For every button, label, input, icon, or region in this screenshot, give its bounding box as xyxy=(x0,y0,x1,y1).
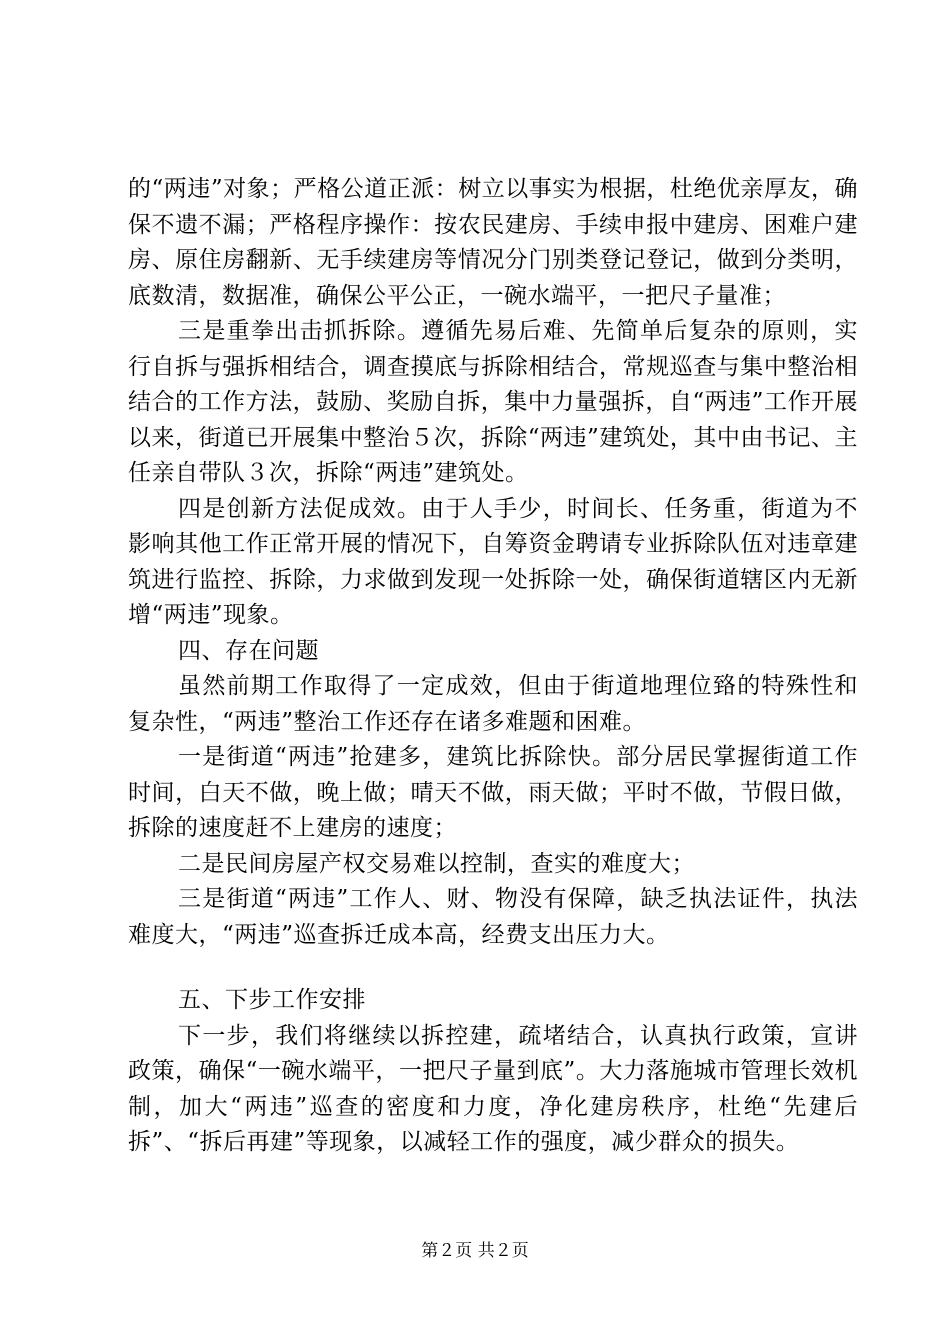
paragraph-problem-one: 一是街道“两违”抢建多，建筑比拆除快。部分居民掌握街道工作时间，白天不做，晚上做；晴天不做，雨天做；平时不做，节假日做，拆除的速度赶不上建房的速度； xyxy=(128,744,858,841)
document-body xyxy=(128,172,858,1161)
paragraph-next-steps: 下一步，我们将继续以拆控建，疏堵结合，认真执行政策，宣讲政策，确保“一碗水端平，一把尺子量到底”。大力落施城市管理长效机制，加大“两违”巡查的密度和力度，净化建房秩序，杜绝“先建后拆”、“拆后再建”等现象，以减轻工作的强度，减少群众的损失。 xyxy=(128,1022,858,1155)
page-number-footer: 第２页 共２页 xyxy=(421,1241,529,1261)
paragraph-continuation: 的“两违”对象；严格公道正派：树立以事实为根据，杜绝优亲厚友，确保不遗不漏；严格程序操作：按农民建房、手续申报中建房、困难户建房、原住房翻新、无手续建房等情况分门别类登记登记，做到分类明，底数清，数据准，确保公平公正，一碗水端平，一把尺子量准； xyxy=(128,176,858,309)
paragraph-problems-intro: 虽然前期工作取得了一定成效，但由于街道地理位臵的特殊性和复杂性，“两违”整治工作还存在诸多难题和困难。 xyxy=(128,673,858,735)
paragraph-problem-two: 二是民间房屋产权交易难以控制，查实的难度大； xyxy=(178,850,695,877)
paragraph-gap xyxy=(128,953,858,983)
paragraph-demolition: 三是重拳出击抓拆除。遵循先易后难、先简单后复杂的原则，实行自拆与强拆相结合，调查摸底与拆除相结合，常规巡查与集中整治相结合的工作方法，鼓励、奖励自拆，集中力量强拆，自“两违”工作开展以来，街道已开展集中整治５次，拆除“两违”建筑处，其中由书记、主任亲自带队３次，拆除“两违”建筑处。 xyxy=(128,318,858,486)
section-heading-next-steps: 五、下步工作安排 xyxy=(178,987,366,1013)
paragraph-problem-three: 三是街道“两违”工作人、财、物没有保障，缺乏执法证件，执法难度大，“两违”巡查拆迁成本高，经费支出压力大。 xyxy=(128,886,858,948)
paragraph-innovation: 四是创新方法促成效。由于人手少，时间长、任务重，街道为不影响其他工作正常开展的情况下，自筹资金聘请专业拆除队伍对违章建筑进行监控、拆除，力求做到发现一处拆除一处，确保街道辖区内无新增“两违”现象。 xyxy=(128,495,858,628)
section-heading-problems: 四、存在问题 xyxy=(178,637,319,664)
